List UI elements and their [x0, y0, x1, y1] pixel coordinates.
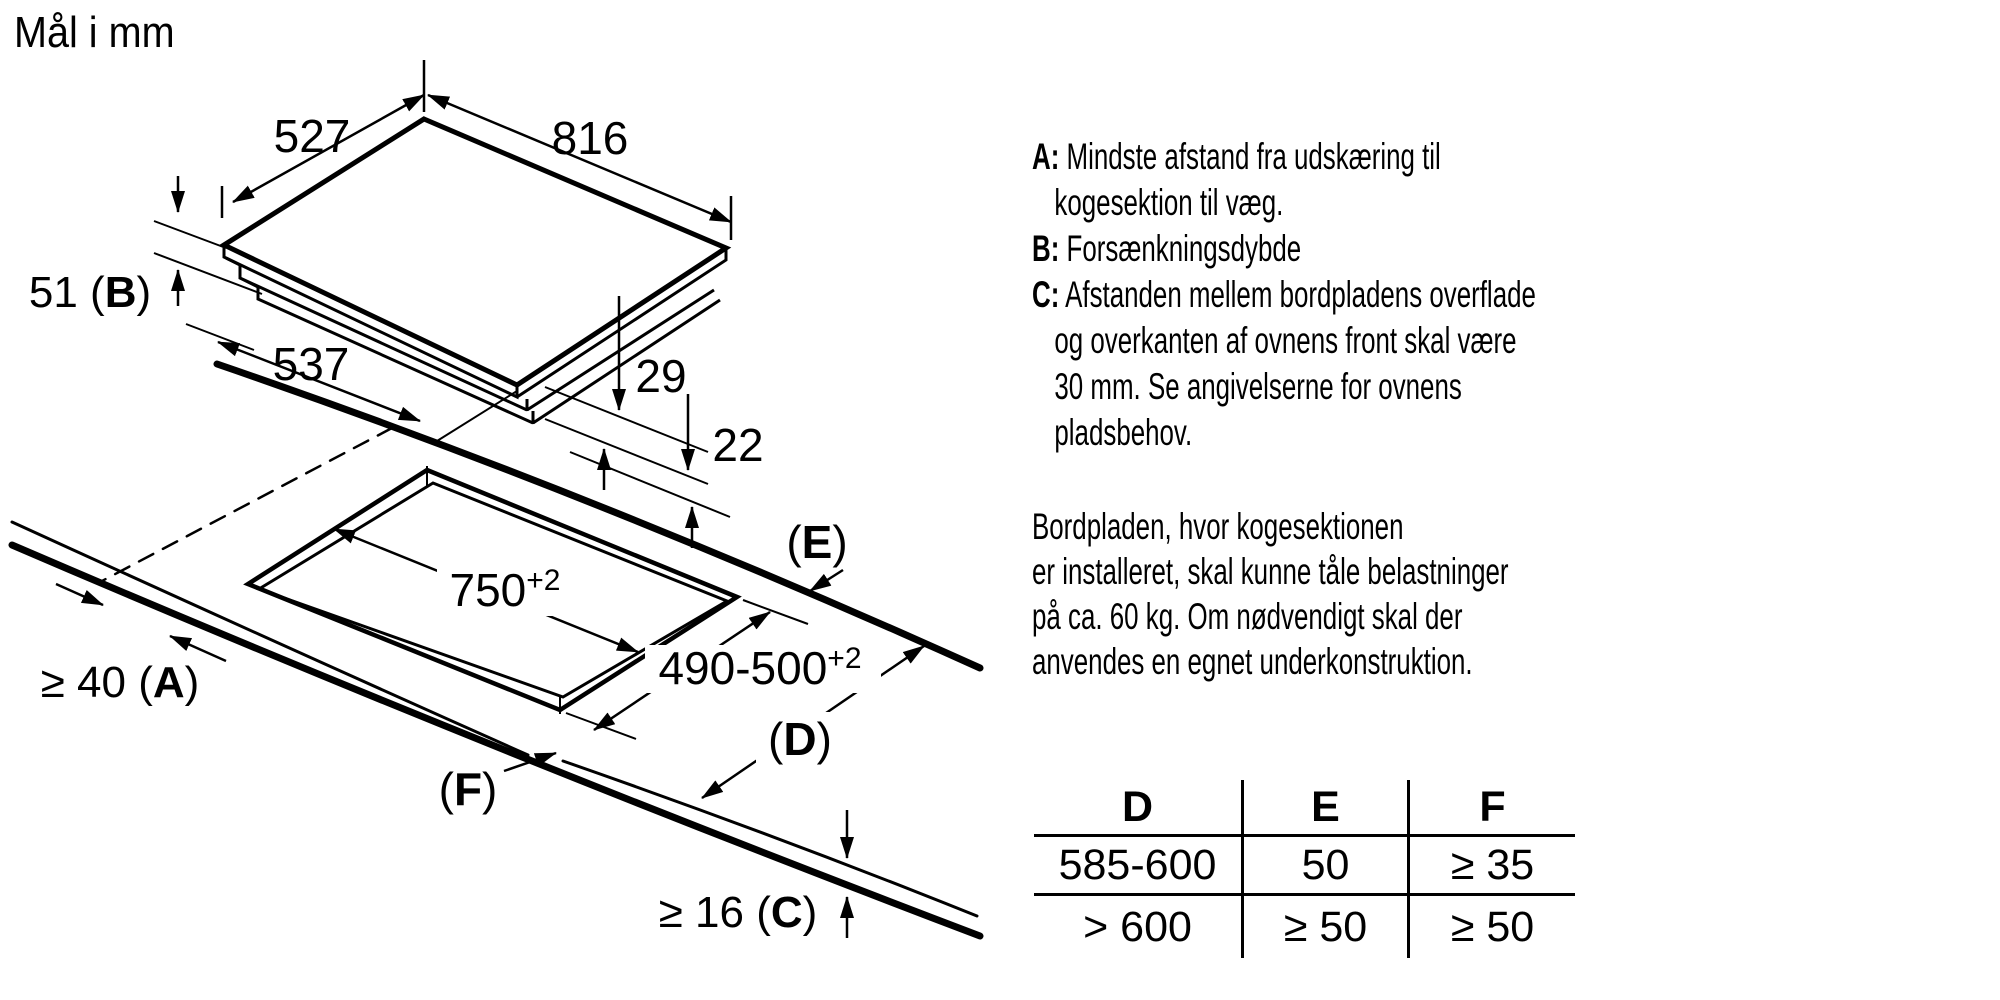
table-cell: ≥ 35 — [1407, 837, 1575, 896]
paragraph-line: på ca. 60 kg. Om nødvendigt skal der — [1032, 596, 1463, 637]
worktop-front-top-edge — [12, 522, 528, 755]
dim-490-label: $490-500^{+2}$ — [658, 642, 862, 694]
dim-51-ext — [154, 221, 226, 248]
def-table-grid — [1034, 780, 1575, 958]
dim-51-label: 51 (B) — [28, 268, 152, 317]
dim-51-ext — [154, 253, 262, 294]
dim-16-label: ≥ 16 (C) — [658, 888, 818, 937]
dim-490-ext — [743, 600, 808, 624]
legend — [1032, 134, 1571, 456]
dim-537-label: 537 — [272, 338, 350, 390]
dim-29-label: 29 — [635, 350, 687, 402]
dim-527-label: 527 — [273, 110, 351, 162]
paragraph-line: er installeret, skal kunne tåle belastninger — [1032, 551, 1509, 592]
paragraph-line: anvendes en egnet underkonstruktion. — [1032, 641, 1473, 682]
legend-line: 30 mm. Se angivelserne for ovnens — [1054, 366, 1462, 407]
dim-40-arrow — [56, 584, 103, 605]
paragraph-line: Bordpladen, hvor kogesektionen — [1032, 506, 1404, 547]
cutout-hidden-line — [102, 428, 392, 581]
def-table — [1034, 780, 1575, 958]
load-note-paragraph — [1032, 504, 1571, 684]
table-cell: ≥ 50 — [1407, 896, 1575, 958]
legend-line: B: Forsænkningsdybde — [1032, 228, 1302, 269]
dim-40-label: ≥ 40 (A) — [40, 658, 200, 707]
legend-line: C: Afstanden mellem bordpladens overflade — [1032, 274, 1536, 315]
table-cell: 585-600 — [1034, 837, 1241, 896]
table-cell: 50 — [1241, 837, 1407, 896]
table-header-cell: D — [1034, 780, 1241, 837]
dim-750-label: $750^{+2}$ — [449, 564, 561, 616]
table-cell: > 600 — [1083, 902, 1192, 951]
legend-line: og overkanten af ovnens front skal være — [1054, 320, 1517, 361]
page-title: Mål i mm — [14, 8, 175, 57]
legend-line: pladsbehov. — [1054, 412, 1193, 453]
ref-E-arrow — [810, 570, 843, 591]
legend-line: A: Mindste afstand fra udskæring til — [1032, 136, 1441, 177]
worktop-rear-edge — [217, 364, 980, 668]
ref-F-label: (F) — [438, 763, 498, 815]
table-header-cell: F — [1407, 780, 1575, 837]
ref-E-label: (E) — [786, 516, 848, 568]
dim-537-ext — [186, 324, 254, 350]
dim-22-label: 22 — [712, 419, 764, 471]
table-cell: ≥ 50 — [1241, 896, 1407, 958]
ref-D-label: (D) — [768, 713, 832, 765]
legend-line: kogesektion til væg. — [1054, 182, 1284, 223]
table-header-cell: E — [1241, 780, 1407, 837]
dim-816-label: 816 — [551, 112, 629, 164]
